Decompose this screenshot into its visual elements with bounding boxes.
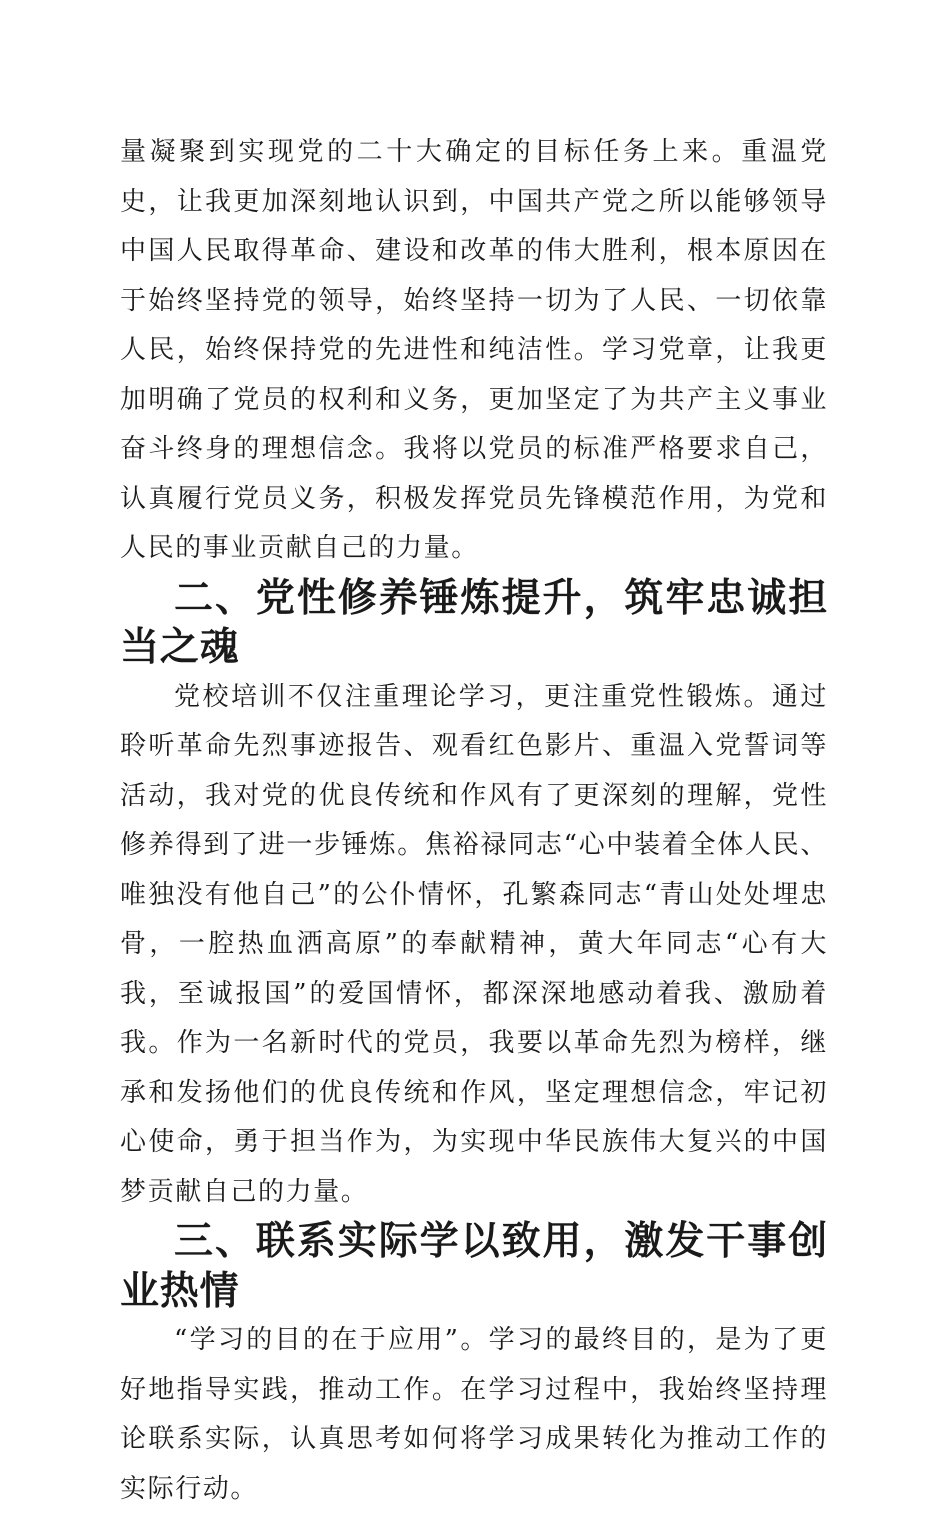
document-page xyxy=(120,128,828,1514)
section-heading-3: 三、联系实际学以致用，激发干事创业热情 xyxy=(120,1219,828,1314)
section-heading-2: 二、党性修养锤炼提升，筑牢忠诚担当之魂 xyxy=(120,575,828,670)
body-paragraph-application: “学习的目的在于应用”。学习的最终目的，是为了更好地指导实践，推动工作。在学习过程中，我始终坚持理论联系实际，认真思考如何将学习成果转化为推动工作的实际行动。 xyxy=(120,1325,828,1504)
continuation-paragraph: 量凝聚到实现党的二十大确定的目标任务上来。重温党史，让我更加深刻地认识到，中国共产党之所以能够领导中国人民取得革命、建设和改革的伟大胜利，根本原因在于始终坚持党的领导，始终坚持一切为了人民、一切依靠人民，始终保持党的先进性和纯洁性。学习党章，让我更加明确了党员的权利和义务，更加坚定了为共产主义事业奋斗终身的理想信念。我将以党员的标准严格要求自己，认真履行党员义务，积极发挥党员先锋模范作用，为党和人民的事业贡献自己的力量。 xyxy=(120,137,828,563)
body-paragraph-party-spirit: 党校培训不仅注重理论学习，更注重党性锻炼。通过聆听革命先烈事迹报告、观看红色影片、重温入党誓词等活动，我对党的优良传统和作风有了更深刻的理解，党性修养得到了进一步锤炼。焦裕禄同志“心中装着全体人民、唯独没有他自己”的公仆情怀，孔繁森同志“青山处处埋忠骨，一腔热血洒高原”的奉献精神，黄大年同志“心有大我，至诚报国”的爱国情怀，都深深地感动着我、激励着我。作为一名新时代的党员，我要以革命先烈为榜样，继承和发扬他们的优良传统和作风，坚定理想信念，牢记初心使命，勇于担当作为，为实现中华民族伟大复兴的中国梦贡献自己的力量。 xyxy=(120,681,828,1207)
